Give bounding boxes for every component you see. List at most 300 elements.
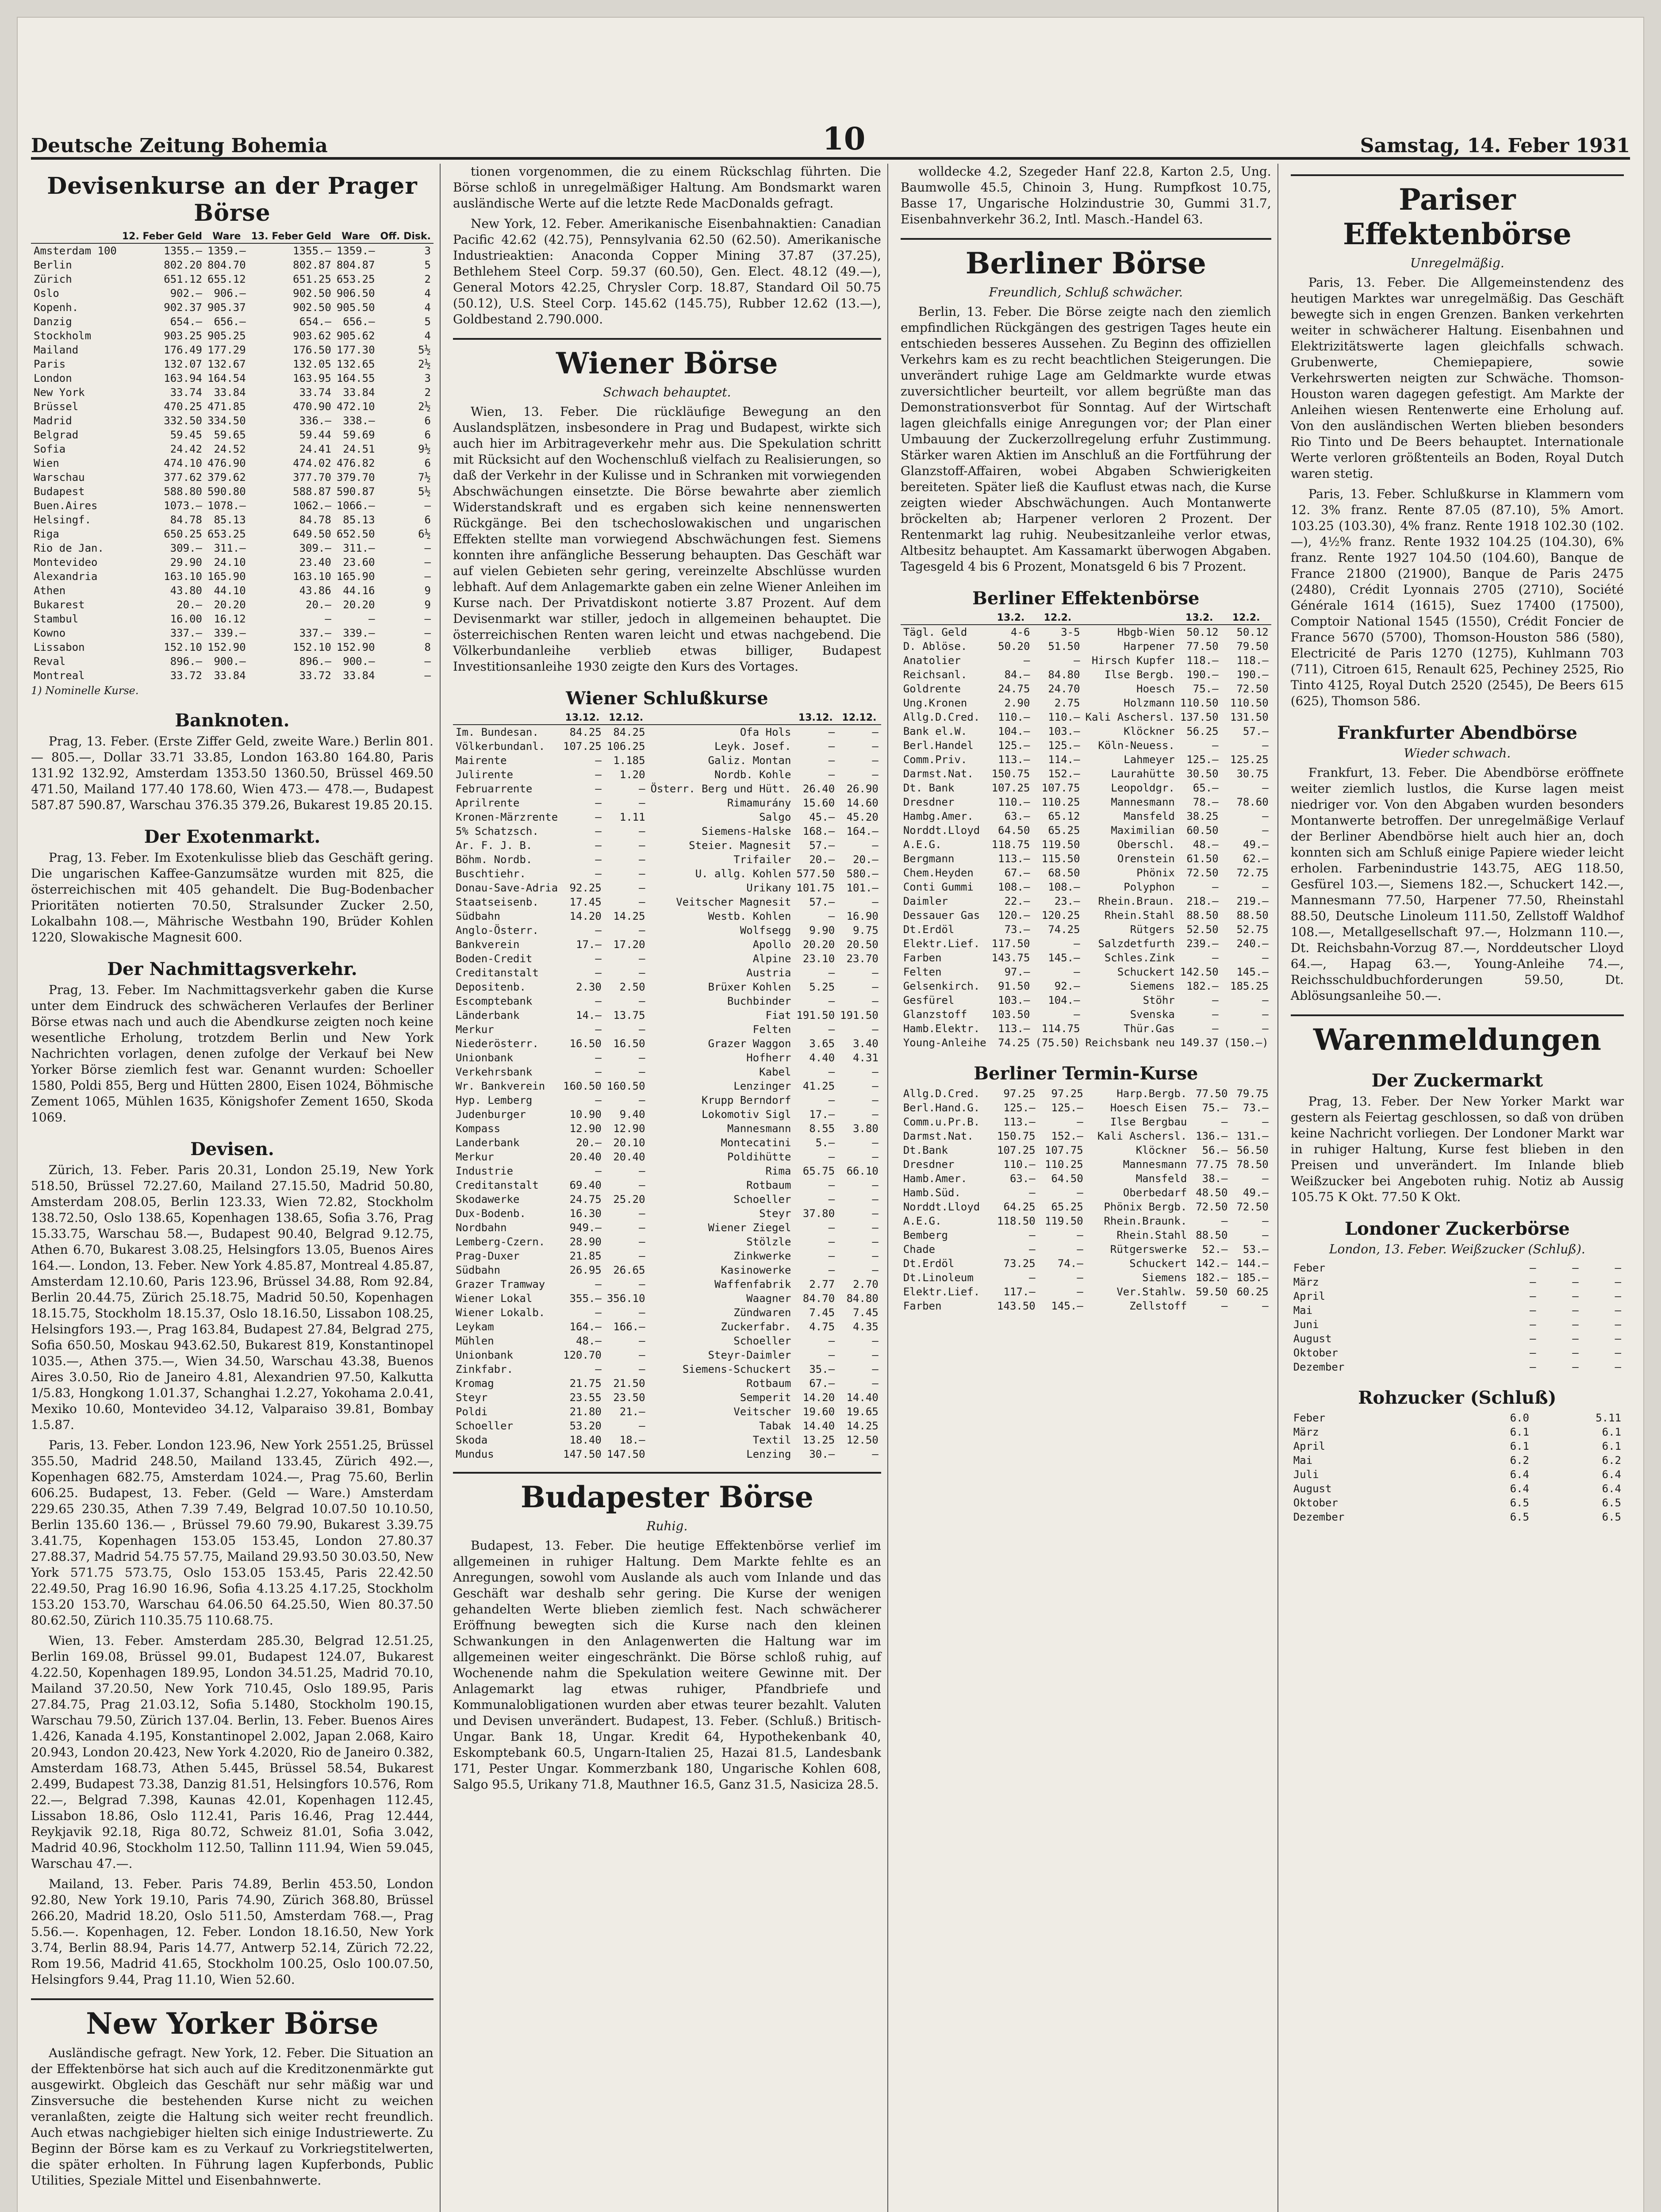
table-cell: 66.10 bbox=[846, 1165, 878, 1177]
table-cell: — bbox=[424, 499, 431, 512]
table-cell: — bbox=[828, 1264, 835, 1276]
table-cell: — bbox=[1212, 952, 1219, 964]
table-cell: — bbox=[828, 1335, 835, 1347]
table-cell: 149.37 bbox=[1180, 1037, 1219, 1049]
table-cell: 75.— bbox=[1202, 1102, 1228, 1114]
rohzucker-title: Rohzucker (Schluß) bbox=[1358, 1387, 1557, 1408]
table-cell: 185.— bbox=[1236, 1271, 1269, 1284]
table-cell: 649.50 bbox=[293, 528, 331, 540]
table-cell: 125.— bbox=[1186, 753, 1219, 766]
table-cell: 28.90 bbox=[569, 1236, 602, 1248]
table-cell: 906.50 bbox=[336, 287, 375, 300]
table-cell: 104.— bbox=[1048, 994, 1080, 1006]
table-cell: Ofa Hols bbox=[740, 726, 791, 738]
table-cell: — bbox=[1572, 1361, 1579, 1373]
table-cell: — bbox=[1262, 1008, 1269, 1021]
table-cell: Steyr bbox=[455, 1391, 488, 1404]
table-cell: Hoesch Eisen bbox=[1110, 1102, 1187, 1114]
table-cell: (75.50) bbox=[1035, 1037, 1080, 1049]
masthead-title: Deutsche Zeitung Bohemia bbox=[31, 134, 328, 157]
table-cell: — bbox=[1262, 1172, 1269, 1185]
table-row bbox=[901, 1036, 1271, 1050]
table-cell: — bbox=[639, 1236, 645, 1248]
table-cell: Conti Gummi bbox=[903, 881, 974, 893]
table-cell: 114.75 bbox=[1041, 1022, 1080, 1035]
table-cell: 26.40 bbox=[802, 783, 835, 795]
table-row bbox=[31, 300, 433, 315]
table-row bbox=[453, 1249, 881, 1263]
table-cell: Niederösterr. bbox=[455, 1037, 539, 1050]
table-cell: 45.— bbox=[809, 811, 835, 823]
table-cell: 652.50 bbox=[336, 528, 375, 540]
table-row bbox=[1291, 1482, 1624, 1496]
table-header: 12. Feber Geld bbox=[119, 230, 205, 243]
table-row bbox=[31, 343, 433, 357]
table-cell: 176.49 bbox=[164, 344, 202, 356]
section-text: Prag, 13. Feber. Im Nachmittagsverkehr gaben die Kurse unter dem Eindruck des schwächeren Verlaufes der Berliner Börse etwas nach und auch die Abendkurse zeigten noch keine wesentliche Erholung, trotzdem Berlin und New York Nachrichten vorlagen, denen zufolge der Verkauf bei New Yorker Börse ziemlich fest war. Genannt wurden: Schoeller 1580, Poldi 855, Berg und Hütten 2800, Eisen 1024, Böhmische Zement 1065, Mühlen 1635, Königshofer Zement 1650, Skoda 1069. bbox=[31, 983, 433, 1125]
table-row bbox=[31, 272, 433, 286]
table-cell: 15.60 bbox=[802, 797, 835, 809]
table-cell: 802.20 bbox=[164, 259, 202, 271]
table-cell: 4 bbox=[424, 287, 431, 300]
table-cell: — bbox=[872, 981, 878, 993]
table-cell: 338.— bbox=[343, 415, 375, 427]
table-row bbox=[31, 513, 433, 527]
table-cell: 902.37 bbox=[164, 301, 202, 314]
section-title: New Yorker Börse bbox=[31, 1998, 433, 2041]
table-cell: 6.1 bbox=[1510, 1426, 1529, 1438]
table-cell: — bbox=[1615, 1333, 1621, 1345]
table-cell: 21.50 bbox=[613, 1377, 645, 1390]
table-row bbox=[453, 1121, 881, 1136]
table-row bbox=[453, 1291, 881, 1306]
table-cell: Montreal bbox=[34, 669, 85, 682]
newspaper-page bbox=[18, 18, 1643, 2212]
table-cell: 356.10 bbox=[606, 1292, 645, 1305]
column-1-sections bbox=[31, 710, 433, 2189]
table-cell: — bbox=[1615, 1276, 1621, 1288]
table-cell: 118.50 bbox=[997, 1215, 1036, 1227]
table-cell: 1066.— bbox=[336, 499, 375, 512]
table-cell: Krupp Berndorf bbox=[702, 1094, 791, 1106]
table-cell: Hamb.Süd. bbox=[903, 1187, 961, 1199]
table-cell: — bbox=[872, 1207, 878, 1220]
table-cell: Budapest bbox=[34, 485, 85, 498]
table-cell: — bbox=[595, 924, 602, 937]
table-row bbox=[901, 710, 1271, 724]
table-cell: 804.87 bbox=[336, 259, 375, 271]
table-cell: 65.75 bbox=[802, 1165, 835, 1177]
table-cell: 2.30 bbox=[576, 981, 602, 993]
table-cell: 65.25 bbox=[1048, 824, 1080, 837]
table-cell: — bbox=[1077, 1243, 1083, 1256]
table-cell: Alexandria bbox=[34, 570, 98, 583]
table-cell: — bbox=[639, 1094, 645, 1106]
table-cell: 101.— bbox=[846, 882, 878, 894]
table-cell: — bbox=[1572, 1333, 1579, 1345]
table-row bbox=[453, 796, 881, 810]
table-cell: 24.75 bbox=[998, 683, 1030, 695]
table-cell: 125.— bbox=[1048, 739, 1080, 752]
table-cell: 74.— bbox=[1057, 1257, 1083, 1270]
table-row bbox=[901, 894, 1271, 908]
table-cell: — bbox=[1074, 1008, 1080, 1021]
table-row bbox=[1291, 1411, 1624, 1425]
budapester-boerse-subtitle: Ruhig. bbox=[646, 1519, 688, 1533]
table-cell: Zürich bbox=[34, 273, 72, 285]
table-cell: 377.62 bbox=[164, 471, 202, 484]
table-cell: 137.50 bbox=[1180, 711, 1219, 723]
table-cell: — bbox=[828, 1151, 835, 1163]
table-cell: 239.— bbox=[1186, 937, 1219, 950]
ny-market-text: New York, 12. Feber. Amerikanische Eisenbahnaktien: Canadian Pacific 42.62 (42.75), Pennsylvania 62.50 (62.50). Amerikanische Industrieaktien: Anaconda Copper Mining 37.87 (37.25), Bethlehem Steel Corp. 59.37 (60.50), Gen. Elect. 48.12 (49.—), General Motors 42.25, Chrysler Corp. 18.87, Standard Oil 50.75 (50.12), U.S. Steel Corp. 145.62 (145.75), Rubber 12.62 (13.—), Goldbestand 2.790.000. bbox=[453, 216, 881, 326]
table-cell: — bbox=[595, 839, 602, 852]
table-cell: Danzig bbox=[34, 315, 72, 328]
table-cell: Elektr.Lief. bbox=[903, 937, 980, 950]
table-cell: Schuckert bbox=[1129, 1257, 1187, 1270]
table-cell: — bbox=[872, 967, 878, 979]
table-cell: — bbox=[1615, 1347, 1621, 1359]
table-cell: 131.— bbox=[1236, 1130, 1269, 1142]
table-cell: Escomptebank bbox=[455, 995, 533, 1007]
table-cell: — bbox=[1529, 1276, 1536, 1288]
table-cell: — bbox=[828, 995, 835, 1007]
berliner-termin-table bbox=[901, 1087, 1271, 1313]
table-cell: 114.— bbox=[1048, 753, 1080, 766]
table-cell: Rimamurány bbox=[727, 797, 791, 809]
table-cell: 190.— bbox=[1186, 668, 1219, 681]
table-cell: 65.— bbox=[1193, 782, 1219, 794]
table-cell: 33.84 bbox=[343, 669, 375, 682]
table-cell: Oktober bbox=[1293, 1497, 1338, 1509]
table-cell: — bbox=[1212, 739, 1219, 752]
berliner-effekten-title: Berliner Effektenbörse bbox=[972, 588, 1200, 609]
table-row bbox=[1291, 1303, 1624, 1317]
table-row bbox=[901, 866, 1271, 880]
table-row bbox=[31, 668, 433, 683]
table-cell: 84.78 bbox=[170, 514, 202, 526]
table-cell: Böhm. Nordb. bbox=[455, 853, 533, 866]
table-cell: 92.— bbox=[1054, 980, 1080, 992]
table-row bbox=[453, 867, 881, 881]
table-cell: 6 bbox=[424, 514, 431, 526]
table-cell: Zellstoff bbox=[1129, 1300, 1187, 1312]
table-row bbox=[901, 1214, 1271, 1228]
berliner-boerse-subtitle: Freundlich, Schluß schwächer. bbox=[989, 285, 1183, 300]
table-cell: 77.50 bbox=[1186, 640, 1219, 653]
table-cell: Holzmann bbox=[1124, 697, 1175, 709]
table-cell: — bbox=[1262, 810, 1269, 822]
table-cell: — bbox=[1212, 994, 1219, 1006]
table-cell: Prag-Duxer bbox=[455, 1250, 520, 1262]
table-cell: Buchbinder bbox=[727, 995, 791, 1007]
table-cell: 118.— bbox=[1236, 654, 1269, 667]
table-cell: — bbox=[1615, 1304, 1621, 1317]
table-cell: — bbox=[872, 1335, 878, 1347]
zuckermarkt-text: Prag, 13. Feber. Der New Yorker Markt war gestern als Feiertag geschlossen, so daß von drüben keine Nachricht vorliegen. Der Londoner Markt war in ruhiger Haltung, Kurse fest blieben in den Preisen und unverändert. Im Inlande blieb Weißzucker bei Angeboten ruhig. Notiz ab Aussig 105.75 K Okt. 77.50 K Okt. bbox=[1290, 1094, 1624, 1204]
table-cell: Dresdner bbox=[903, 796, 955, 808]
table-cell: 905.37 bbox=[207, 301, 246, 314]
table-row bbox=[453, 768, 881, 782]
table-cell: 62.— bbox=[1243, 853, 1269, 865]
table-row bbox=[901, 738, 1271, 753]
table-cell: 17.45 bbox=[569, 896, 602, 908]
table-cell: Belgrad bbox=[34, 429, 79, 441]
table-cell: 88.50 bbox=[1236, 909, 1269, 922]
table-header: 12.2. bbox=[1221, 611, 1271, 625]
frankfurter-text: Frankfurt, 13. Feber. Die Abendbörse eröffnete weiter ziemlich lustlos, die Kurse lagen meist niedriger vor. Von den Abgaben wurden besonders Montanwerte betroffen. Der unregelmäßige Verlauf der Berliner Abendbörse hielt auch hier an, doch konnten sich am Schluß einige Papiere wieder leicht erholen. Farbenindustrie 143.75, AEG 118.50, Gesfürel 103.—, Siemens 182.—, Schuckert 142.—, Mannesmann 77.50, Harpener 77.50, Rheinstahl 88.50, Deutsche Linoleum 111.50, Zellstoff Waldhof 108.—, Metallgesellschaft 97.—, Holzmann 110.—, Dt. Reichsbahn-Vorzug 87.—, Norddeutscher Lloyd 64.—, Hapag 63.—, Young-Anleihe 74.—, Reichsschuldbuchforderungen 59.50, Dt. Ablösungsanleihe 50.—. bbox=[1290, 765, 1624, 1003]
table-cell: Austria bbox=[746, 967, 791, 979]
table-header: 13.12. bbox=[560, 711, 604, 725]
table-cell: 309.— bbox=[170, 542, 202, 554]
table-cell: 120.70 bbox=[563, 1349, 602, 1361]
table-cell: 64.50 bbox=[998, 824, 1030, 837]
table-cell: 6.4 bbox=[1510, 1468, 1529, 1481]
table-cell: Skodawerke bbox=[455, 1193, 520, 1206]
table-cell: 3.65 bbox=[809, 1037, 835, 1050]
table-cell: — bbox=[639, 967, 645, 979]
table-row bbox=[453, 1447, 881, 1461]
table-cell: 21.75 bbox=[569, 1377, 602, 1390]
table-cell: 17.20 bbox=[613, 938, 645, 951]
table-cell: 4 bbox=[424, 330, 431, 342]
table-cell: 35.— bbox=[809, 1363, 835, 1375]
table-row bbox=[901, 880, 1271, 894]
table-cell: Aprilrente bbox=[455, 797, 520, 809]
budapester-boerse-title: Budapester Börse bbox=[453, 1472, 881, 1514]
table-cell: Kompass bbox=[455, 1122, 501, 1135]
table-cell: 2½ bbox=[418, 358, 431, 370]
table-cell: — bbox=[639, 1363, 645, 1375]
table-cell: Wiener Lokal bbox=[455, 1292, 533, 1305]
table-cell: Apollo bbox=[752, 938, 791, 951]
table-row bbox=[31, 371, 433, 385]
table-row bbox=[901, 639, 1271, 653]
table-cell: — bbox=[1572, 1276, 1579, 1288]
table-row bbox=[901, 724, 1271, 738]
table-cell: 23.— bbox=[1054, 895, 1080, 907]
table-cell: 145.— bbox=[1048, 952, 1080, 964]
table-cell: Felten bbox=[903, 966, 942, 978]
table-cell: — bbox=[1615, 1361, 1621, 1373]
table-cell: 16.90 bbox=[846, 910, 878, 922]
table-row bbox=[1291, 1332, 1624, 1346]
table-cell: Hofherr bbox=[746, 1052, 791, 1064]
table-cell: 3 bbox=[424, 372, 431, 384]
column-2 bbox=[453, 164, 888, 2212]
table-cell: 470.90 bbox=[293, 400, 331, 413]
table-cell: — bbox=[828, 768, 835, 781]
table-cell: — bbox=[1077, 1271, 1083, 1284]
table-cell: Lahmeyer bbox=[1124, 753, 1175, 766]
table-cell: — bbox=[872, 1221, 878, 1234]
table-cell: 152.90 bbox=[336, 641, 375, 653]
table-cell: — bbox=[1212, 1022, 1219, 1035]
table-cell: 131.50 bbox=[1230, 711, 1269, 723]
table-cell: 74.25 bbox=[1048, 923, 1080, 936]
table-row bbox=[453, 952, 881, 966]
berliner-boerse-text: Berlin, 13. Feber. Die Börse zeigte nach den ziemlich empfindlichen Rückgängen des gestrigen Tages heute ein entschieden besseres Aussehen. Zu Beginn des offiziellen Verkehrs kam es zu recht beachtlichen Steigerungen. Die unverändert ruhige Lage am Geldmarkte wurde etwas zuversichtlicher beurteilt, vor allem begrüßte man das Demonstrationsverbot für Sonntag. Auf der Wirtschaft lagen gleichfalls einige Anregungen vor; der Plan einer Umbauung der Zuckerzollregelung erfuhr Zustimmung. Stärker waren Aktien im Anschluß an die Fortführung der Glanzstoff-Affairen, wobei Abgaben Schwierigkeiten bereiteten. Später ließ die Kauflust etwas nach, die Kurse zeigten wieder Abschwächungen. Auch Montanwerte bröckelten ab; Harpener verloren 2 Prozent. Der Rentenmarkt lag ruhig. Neubesitzanleihe verlor etwas, Altbesitz behauptet. Am Kassamarkt überwogen Abgaben. Tagesgeld 4 bis 6 Prozent, Monatsgeld 6 bis 7 Prozent. bbox=[900, 304, 1271, 574]
table-row bbox=[31, 527, 433, 541]
table-row bbox=[453, 1206, 881, 1221]
table-row bbox=[453, 739, 881, 753]
table-row bbox=[901, 753, 1271, 767]
table-cell: 3-5 bbox=[1061, 626, 1080, 638]
table-cell: Trifailer bbox=[733, 853, 791, 866]
section-text: Paris, 13. Feber. London 123.96, New York 2551.25, Brüssel 355.50, Madrid 248.50, Mailand 133.45, Zürich 492.—, Kopenhagen 682.75, Amsterdam 1024.—, Prag 75.60, Berlin 606.25. Budapest, 13. Feber. (Geld — Ware.) Amsterdam 229.65 230.35, Athen 7.39 7.49, Belgrad 10.07.50 10.10.50, Berlin 135.60 136.— , Brüssel 79.60 79.90, Bukarest 3.39.75 3.41.75, Kopenhagen 153.05 153.45, London 27.80.37 27.88.37, Madrid 54.75 57.75, Mailand 29.93.50 30.03.50, New York 571.75 573.75, Oslo 153.05 153.45, Paris 22.42.50 22.49.50, Prag 16.90 16.96, Sofia 4.13.25 4.17.25, Stockholm 153.20 153.70, Warschau 64.06.50 64.25.50, Wien 80.37.50 80.62.50, Zürich 110.35.75 110.68.75. bbox=[31, 1438, 433, 1628]
table-cell: 166.— bbox=[613, 1321, 645, 1333]
table-cell: — bbox=[828, 754, 835, 767]
table-cell: Dt.Erdöl bbox=[903, 1257, 955, 1270]
table-cell: 72.50 bbox=[1196, 1201, 1228, 1213]
table-cell: Maximilian bbox=[1111, 824, 1175, 837]
table-row bbox=[453, 923, 881, 937]
table-row bbox=[901, 1256, 1271, 1271]
table-cell: — bbox=[1529, 1361, 1536, 1373]
table-row bbox=[31, 258, 433, 272]
table-cell: 45.20 bbox=[846, 811, 878, 823]
table-header bbox=[453, 711, 560, 725]
table-row bbox=[1291, 1453, 1624, 1467]
column-3 bbox=[901, 164, 1278, 2212]
table-row bbox=[453, 1192, 881, 1206]
table-header: 13.2. bbox=[1178, 611, 1221, 625]
table-cell: 26.90 bbox=[846, 783, 878, 795]
table-row bbox=[1291, 1496, 1624, 1510]
table-cell: 905.50 bbox=[336, 301, 375, 314]
table-cell: New York bbox=[34, 386, 85, 399]
table-header: 12.12. bbox=[604, 711, 648, 725]
table-row bbox=[901, 922, 1271, 937]
table-cell: Felten bbox=[752, 1023, 791, 1036]
table-cell: 120.25 bbox=[1041, 909, 1080, 922]
table-row bbox=[31, 499, 433, 513]
table-cell: 113.— bbox=[998, 1022, 1030, 1035]
table-cell: 59.45 bbox=[170, 429, 202, 441]
table-cell: 8 bbox=[424, 641, 431, 653]
table-cell: Montecatini bbox=[721, 1137, 791, 1149]
table-cell: Madrid bbox=[34, 415, 72, 427]
table-cell: — bbox=[639, 1221, 645, 1234]
table-cell: 20.— bbox=[176, 599, 202, 611]
table-cell: 471.85 bbox=[207, 400, 246, 413]
table-cell: — bbox=[595, 1052, 602, 1064]
table-cell: — bbox=[1529, 1347, 1536, 1359]
table-cell: 118.75 bbox=[991, 838, 1030, 851]
zuckermarkt-title: Der Zuckermarkt bbox=[1371, 1070, 1543, 1091]
table-cell: 377.70 bbox=[293, 471, 331, 484]
table-cell: Schoeller bbox=[733, 1335, 791, 1347]
table-cell: Tabak bbox=[759, 1420, 791, 1432]
table-cell: 900.— bbox=[214, 655, 246, 668]
table-cell: 588.80 bbox=[164, 485, 202, 498]
table-cell: Mansfeld bbox=[1124, 810, 1175, 822]
table-cell: Schoeller bbox=[455, 1420, 514, 1432]
table-header bbox=[31, 230, 119, 243]
table-cell: — bbox=[639, 839, 645, 852]
table-row bbox=[901, 1129, 1271, 1143]
table-cell: Berl.Hand.G. bbox=[903, 1102, 980, 1114]
table-cell: 653.25 bbox=[336, 273, 375, 285]
table-cell: 9.90 bbox=[809, 924, 835, 937]
table-cell: 6.5 bbox=[1510, 1497, 1529, 1509]
table-cell: Stambul bbox=[34, 613, 79, 625]
table-cell: Lissabon bbox=[34, 641, 85, 653]
table-cell: Grazer Tramway bbox=[455, 1278, 545, 1290]
table-cell: — bbox=[595, 868, 602, 880]
table-cell: Allg.D.Cred. bbox=[903, 711, 980, 723]
table-cell: 59.65 bbox=[214, 429, 246, 441]
table-cell: 33.84 bbox=[214, 386, 246, 399]
table-cell: — bbox=[872, 896, 878, 908]
table-cell: — bbox=[1529, 1262, 1536, 1274]
table-cell: Kali Aschersl. bbox=[1097, 1130, 1187, 1142]
table-cell: Rotbaum bbox=[746, 1377, 791, 1390]
table-row bbox=[901, 682, 1271, 696]
table-row bbox=[1291, 1289, 1624, 1303]
section-text: Ausländische gefragt. New York, 12. Feber. Die Situation an der Effektenbörse hat sich auch auf die Kreditzonenmärkte gut ausgewirkt. Obgleich das Geschäft nur sehr mäßig war und Zinsversuche die bestehenden Kurse nicht zu weichen veranlaßten, zeigte die Haltung sich weiter recht freundlich. Auch etwas nachgiebiger hielten sich einige Industriewerte. Zu Beginn der Börse kam es zu Verkauf zu Vorkriegstitelwerten, die später erholten. In Führung lagen Kupferbonds, Public Utilities, Speziale Mittel und Eisenbahnwerte. bbox=[31, 2046, 433, 2188]
table-cell: 33.72 bbox=[170, 669, 202, 682]
table-cell: 56.— bbox=[1202, 1144, 1228, 1156]
table-row bbox=[453, 1320, 881, 1334]
table-cell: 24.52 bbox=[214, 443, 246, 455]
table-cell: Klöckner bbox=[1135, 1144, 1187, 1156]
table-cell: 1.11 bbox=[619, 811, 645, 823]
table-cell: 379.70 bbox=[336, 471, 375, 484]
table-row bbox=[901, 1285, 1271, 1299]
table-cell: 110.— bbox=[998, 711, 1030, 723]
table-cell: 108.— bbox=[1048, 881, 1080, 893]
table-cell: — bbox=[595, 754, 602, 767]
table-cell: — bbox=[1262, 1116, 1269, 1128]
table-cell: 185.25 bbox=[1230, 980, 1269, 992]
table-cell: Ilse Bergbau bbox=[1110, 1116, 1187, 1128]
table-cell: Mansfeld bbox=[1135, 1172, 1187, 1185]
table-cell: 4.40 bbox=[809, 1052, 835, 1064]
table-cell: 88.50 bbox=[1186, 909, 1219, 922]
table-row bbox=[31, 442, 433, 456]
table-cell: — bbox=[828, 726, 835, 738]
table-row bbox=[453, 1136, 881, 1150]
table-cell: 117.50 bbox=[991, 937, 1030, 950]
table-cell: — bbox=[872, 1264, 878, 1276]
table-cell: Harpener bbox=[1124, 640, 1175, 653]
table-cell: — bbox=[828, 1221, 835, 1234]
table-cell: — bbox=[424, 570, 431, 583]
table-row bbox=[453, 838, 881, 853]
table-cell: 63.— bbox=[1004, 810, 1030, 822]
table-cell: — bbox=[828, 1094, 835, 1106]
table-row bbox=[453, 1306, 881, 1320]
table-cell: 107.75 bbox=[1045, 1144, 1083, 1156]
table-cell: 9½ bbox=[418, 443, 431, 455]
table-cell: 72.50 bbox=[1236, 683, 1269, 695]
table-cell: 651.25 bbox=[293, 273, 331, 285]
table-cell: 334.50 bbox=[207, 415, 246, 427]
table-cell: 152.90 bbox=[207, 641, 246, 653]
table-cell: Schoeller bbox=[733, 1193, 791, 1206]
table-cell: — bbox=[1029, 1243, 1036, 1256]
table-header: 13. Feber Geld bbox=[249, 230, 334, 243]
page-number: 10 bbox=[822, 120, 866, 157]
table-cell: 163.95 bbox=[293, 372, 331, 384]
pariser-boerse-title: Pariser Effektenbörse bbox=[1291, 174, 1624, 251]
table-cell: 44.10 bbox=[214, 584, 246, 597]
table-cell: 48.50 bbox=[1196, 1187, 1228, 1199]
table-cell: 72.50 bbox=[1186, 867, 1219, 879]
table-cell: 14.20 bbox=[569, 910, 602, 922]
table-row bbox=[453, 1263, 881, 1277]
